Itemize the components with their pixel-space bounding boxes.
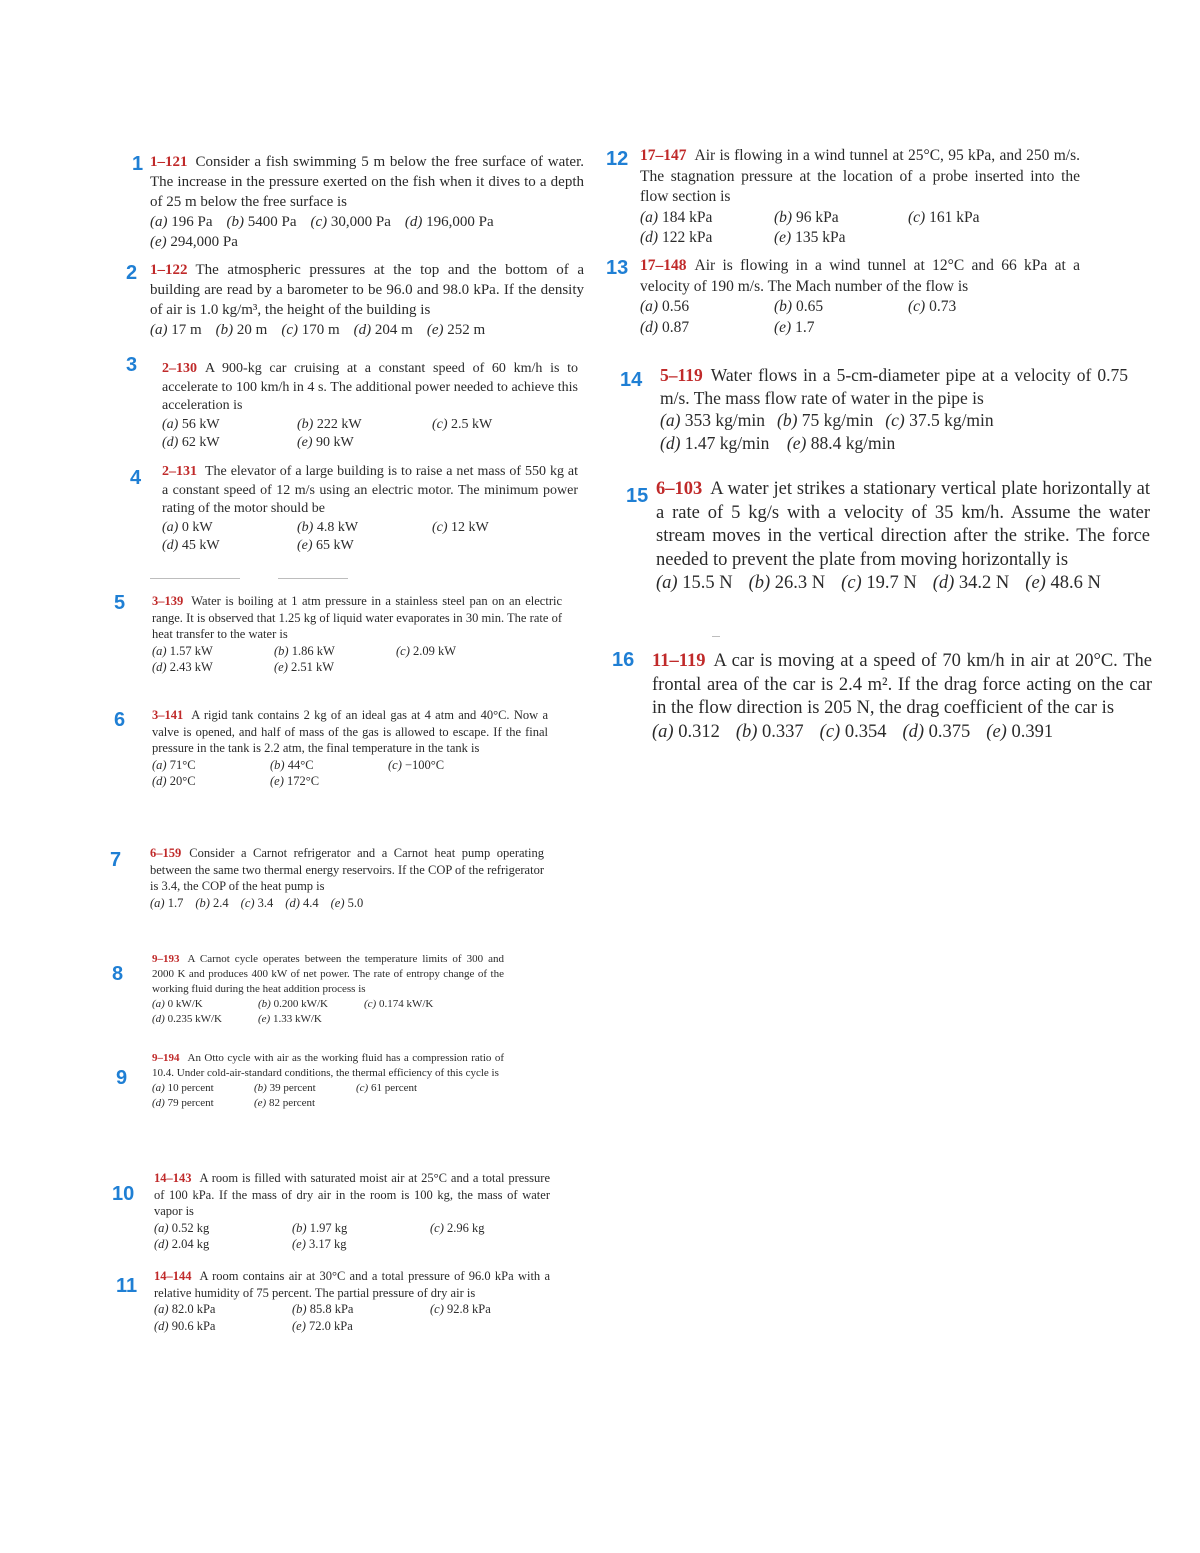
faint-line [278,578,348,579]
problem-code: 14–144 [154,1269,192,1283]
option-d: (d) 4.4 [285,895,319,910]
question-body [154,1268,550,1334]
question-number: 2 [126,262,138,284]
option-a: (a) 0 kW/K [152,998,203,1010]
options [154,1220,550,1253]
option-a: (a) 82.0 kPa [154,1302,216,1316]
option-c: (c) 3.4 [240,895,274,910]
question-text: A rigid tank contains 2 kg of an ideal gas at 4 atm and 40°C. Now a valve is opened, and half of mass of the gas is allowed to escape. If the final pressure in the tank is 2.2 atm, the final temperature in the tank is [152,708,548,755]
option-e: (e) 48.6 N [1025,573,1101,593]
option-a: (a) 196 Pa [150,214,213,230]
faint-line [150,578,240,579]
problem-code: 9–194 [152,1052,180,1064]
question-text: Water is boiling at 1 atm pressure in a stainless steel pan on an electric range. It is observed that 1.25 kg of liquid water evaporates in 30 min. The rate of heat transfer to the water is [152,594,562,641]
option-b: (b) 1.97 kg [292,1220,348,1235]
option-b: (b) 2.4 [195,895,229,910]
question-number: 14 [620,369,643,391]
option-d: (d) 90.6 kPa [154,1318,216,1333]
option-e: (e) 172°C [270,774,320,788]
problem-code: 6–103 [656,479,703,499]
option-a: (a) 0.56 [640,298,690,315]
option-a: (a) 184 kPa [640,208,713,226]
problem-code: 1–121 [150,154,188,170]
option-a: (a) 56 kW [162,416,220,432]
question-body [152,952,504,1027]
option-b: (b) 39 percent [254,1082,316,1094]
option-d: (d) 34.2 N [932,573,1010,593]
option-b: (b) 0.65 [774,298,824,315]
question-text: A room is filled with saturated moist air at 25°C and a total pressure of 100 kPa. If the mass of dry air in the room is 100 kg, the mass of water vapor is [154,1171,550,1218]
option-d: (d) 204 m [353,322,413,338]
option-e: (e) 82 percent [254,1097,316,1109]
question-text: A 900-kg car cruising at a constant speed of 60 km/h is to accelerate to 100 km/h in 4 s. The additional power needed to achieve this acceleration is [162,361,578,413]
option-a: (a) 353 kg/min [660,410,765,430]
question-text: Air is flowing in a wind tunnel at 12°C and 66 kPa at a velocity of 190 m/s. The Mach number of the flow is [640,257,1080,295]
question-number: 6 [114,709,126,731]
option-c: (c) 19.7 N [841,573,917,593]
options [656,572,1150,596]
problem-code: 9–193 [152,953,180,965]
question-text: An Otto cycle with air as the working fluid has a compression ratio of 10.4. Under cold-air-standard conditions, the thermal efficiency of this cycle is [152,1052,504,1079]
question-number: 16 [612,649,635,671]
option-d: (d) 2.04 kg [154,1237,210,1251]
option-c: (c) 30,000 Pa [310,214,391,230]
question-number: 15 [626,485,649,507]
problem-code: 14–143 [154,1171,192,1185]
option-e: (e) 90 kW [297,435,354,450]
options [640,208,1080,249]
option-e: (e) 5.0 [330,895,364,910]
option-d: (d) 2.43 kW [152,660,213,674]
question-body [652,650,1152,744]
question-number: 1 [132,153,144,175]
question-text: A room contains air at 30°C and a total pressure of 96.0 kPa with a relative humidity of 75 percent. The partial pressure of dry air is [154,1269,550,1300]
option-e: (e) 294,000 Pa [150,234,238,250]
question-number: 10 [112,1183,135,1205]
option-a: (a) 0.312 [652,721,720,742]
option-e: (e) 135 kPa [774,229,846,246]
question-body [150,845,544,911]
options [152,643,562,676]
problem-code: 5–119 [660,365,703,385]
options [152,757,548,790]
options [150,895,544,912]
question-number: 11 [116,1275,138,1297]
option-e: (e) 1.33 kW/K [258,1013,322,1025]
option-c: (c) 161 kPa [908,208,980,226]
option-c: (c) 2.5 kW [432,416,493,432]
question-body [154,1170,550,1253]
option-b: (b) 26.3 N [748,573,826,593]
question-text: Consider a fish swimming 5 m below the free surface of water. The increase in the pressure exerted on the fish when it dives to a depth of 25 m below the free surface is [150,154,584,210]
question-body [640,256,1080,338]
problem-code: 2–131 [162,464,197,479]
options [154,1301,550,1334]
question-text: The atmospheric pressures at the top and the bottom of a building are read by a barometer to be 96.0 and 98.0 kPa. If the density of air is 1.0 kg/m³, the height of the building is [150,262,584,318]
question-number: 13 [606,257,629,279]
option-d: (d) 122 kPa [640,229,713,246]
option-b: (b) 0.337 [735,721,804,742]
question-number: 5 [114,592,126,614]
question-text: A Carnot cycle operates between the temperature limits of 300 and 2000 K and produces 400 kW of net power. The rate of entropy change of the working fluid during the heat addition process is [152,953,504,995]
option-b: (b) 85.8 kPa [292,1302,354,1316]
options [162,519,578,556]
question-number: 4 [130,467,142,489]
option-d: (d) 62 kW [162,435,220,450]
option-d: (d) 20°C [152,774,196,788]
question-number: 8 [112,963,124,985]
option-b: (b) 20 m [215,322,268,338]
question-body [152,593,562,676]
question-body [152,707,548,790]
option-b: (b) 0.200 kW/K [258,998,328,1010]
faint-line [712,636,720,637]
option-e: (e) 0.391 [986,721,1054,742]
option-c: (c) 92.8 kPa [430,1302,491,1316]
problem-code: 3–141 [152,708,184,722]
question-text: Consider a Carnot refrigerator and a Carnot heat pump operating between the same two thermal energy reservoirs. If the COP of the refrigerator is 3.4, the COP of the heat pump is [150,846,544,893]
question-body [150,152,584,252]
question-body [150,260,584,340]
question-text: A car is moving at a speed of 70 km/h in air at 20°C. The frontal area of the car is 2.4 m². If the drag force acting on the car in the flow direction is 205 N, the drag coefficient of the car is [652,651,1152,718]
option-e: (e) 1.7 [774,318,815,336]
option-c: (c) −100°C [388,757,445,772]
option-b: (b) 44°C [270,757,314,772]
options [152,1081,504,1111]
option-c: (c) 0.174 kW/K [364,998,434,1010]
option-a: (a) 1.57 kW [152,643,213,658]
question-text: The elevator of a large building is to raise a net mass of 550 kg at a constant speed of 12 m/s using an electric motor. The minimum power rating of the motor should be [162,464,578,516]
option-c: (c) 2.09 kW [396,643,457,658]
problem-code: 1–122 [150,262,188,278]
option-c: (c) 0.354 [819,721,887,742]
question-text: Water flows in a 5-cm-diameter pipe at a velocity of 0.75 m/s. The mass flow rate of water in the pipe is [660,365,1128,408]
option-e: (e) 252 m [426,322,486,338]
option-a: (a) 17 m [150,322,202,338]
option-c: (c) 37.5 kg/min [885,410,994,430]
question-body [640,146,1080,249]
problem-code: 17–147 [640,147,687,164]
options [652,721,1152,745]
problem-code: 6–159 [150,846,182,860]
option-d: (d) 0.235 kW/K [152,1013,222,1025]
option-c: (c) 12 kW [432,519,489,535]
option-d: (d) 79 percent [152,1097,214,1109]
option-e: (e) 2.51 kW [274,660,335,674]
option-e: (e) 65 kW [297,538,354,553]
option-a: (a) 1.7 [150,895,184,910]
option-a: (a) 15.5 N [656,573,733,593]
options [162,416,578,453]
option-a: (a) 0 kW [162,519,213,535]
option-d: (d) 45 kW [162,538,220,553]
option-b: (b) 222 kW [297,416,362,432]
option-e: (e) 3.17 kg [292,1237,347,1251]
option-d: (d) 196,000 Pa [404,214,494,230]
question-body [660,364,1128,454]
problem-code: 11–119 [652,651,706,671]
option-d: (d) 1.47 kg/min (e) 88.4 kg/min [660,432,896,453]
option-a: (a) 0.52 kg [154,1220,210,1235]
question-body [656,478,1150,596]
option-c: (c) 2.96 kg [430,1220,485,1235]
problem-code: 3–139 [152,594,184,608]
question-number: 7 [110,849,122,871]
problem-code: 2–130 [162,361,197,376]
option-b: (b) 5400 Pa [226,214,297,230]
option-b: (b) 75 kg/min [777,410,874,430]
option-d: (d) 0.375 [902,721,971,742]
question-text: A water jet strikes a stationary vertical plate horizontally at a rate of 5 kg/s with a velocity of 35 km/h. Assume the water stream moves in the vertical direction after the strike. The force needed to prevent the plate from moving horizontally is [656,479,1150,570]
option-c: (c) 0.73 [908,298,957,315]
question-body [162,463,578,556]
option-a: (a) 10 percent [152,1082,214,1094]
problem-code: 17–148 [640,257,687,274]
question-text: Air is flowing in a wind tunnel at 25°C, 95 kPa, and 250 m/s. The stagnation pressure at the location of a probe inserted into the flow section is [640,147,1080,205]
options [660,409,1128,454]
options [152,997,504,1027]
question-number: 12 [606,148,629,170]
options [150,320,584,340]
option-d: (d) 0.87 [640,318,690,336]
question-number: 9 [116,1067,128,1089]
options [150,212,584,252]
question-number: 3 [126,354,138,376]
option-b: (b) 4.8 kW [297,519,359,535]
option-b: (b) 96 kPa [774,208,839,226]
question-body [162,360,578,453]
option-b: (b) 1.86 kW [274,643,335,658]
option-c: (c) 170 m [281,322,340,338]
options [640,297,1080,338]
option-c: (c) 61 percent [356,1082,418,1094]
question-body [152,1051,504,1111]
option-a: (a) 71°C [152,757,196,772]
option-e: (e) 72.0 kPa [292,1318,353,1333]
